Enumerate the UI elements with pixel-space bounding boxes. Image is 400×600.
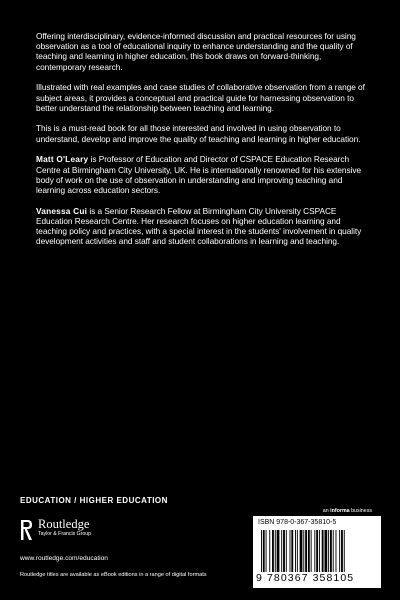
publisher-url: www.routledge.com/education [20, 555, 108, 562]
informa-suffix: business [349, 508, 372, 514]
barcode-icon [261, 530, 373, 572]
publisher-logo [20, 517, 160, 557]
routledge-r-icon [20, 519, 33, 541]
description-paragraph-1: Offering interdisciplinary, evidence-informed discussion and practical resources for using observation as a tool of educational inquiry to enhance understanding and the quality of teaching and learning in higher education, this book draws on forward-thinking, contemporary research. [36, 31, 356, 72]
subject-category: EDUCATION / HIGHER EDUCATION [20, 496, 168, 505]
barcode-digits: 9 780367 358105 [256, 572, 355, 584]
blurb-text-block [36, 31, 371, 257]
author-bio-1 [36, 154, 371, 195]
ebook-note: Routledge titles are available as eBook editions in a range of digital formats [20, 572, 207, 578]
author-bio-2 [36, 206, 371, 247]
description-paragraph-2: Illustrated with real examples and case studies of collaborative observation from a range of subject areas, it provides a conceptual and practical guide for harnessing observation to better understand the relationship between teaching and learning. [36, 82, 365, 113]
author-name: Matt O'Leary [36, 154, 89, 165]
author-bio-text: is Professor of Education and Director of CSPACE Education Research Centre at Birmingham City University, UK. He is internationally renowned for his extensive body of work on the use of observation in understanding and improving teaching and learning across education sectors. [36, 154, 362, 195]
informa-prefix: an [322, 508, 331, 514]
publisher-group: Taylor & Francis Group [38, 531, 92, 537]
isbn-barcode-box [253, 516, 381, 588]
description-paragraph-3: This is a must-read book for all those interested and involved in using observation to understand, develop and improve the quality of teaching and learning in higher education. [36, 123, 361, 144]
author-name: Vanessa Cui [36, 205, 88, 216]
publisher-name: Routledge [38, 517, 90, 531]
isbn-label: ISBN 978-0-367-35810-5 [258, 519, 337, 526]
informa-business-note [323, 508, 372, 514]
author-bio-text: is a Senior Research Fellow at Birmingham City University CSPACE Education Research Centre. Her research focuses on higher education learning and teaching policy and practices, with a special interest in the students' involvement in quality development activities and staff and student collaborations in learning and teaching. [36, 205, 362, 247]
informa-brand: informa [330, 508, 350, 514]
